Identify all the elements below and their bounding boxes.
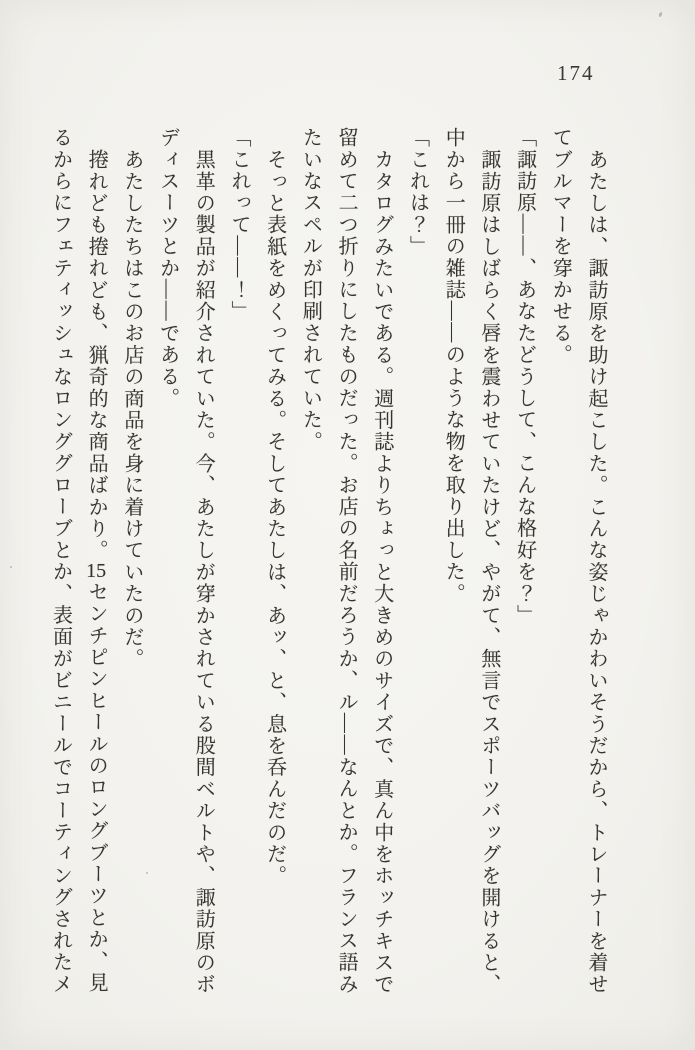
tatechuyoko-number: 15 [86,561,107,581]
paragraph: あたしたちはこのお店の商品を身に着けていたのだ。 [120,148,143,670]
scan-speck [146,872,148,874]
paragraph: 「これは？」 [406,127,429,258]
scan-speck [10,566,12,568]
paragraph: あたしは、諏訪原を助け起こした。こんな姿じゃかわいそうだから、トレーナーを着せてブルマーを穿かせる。 [549,127,607,995]
text-block [41,127,613,1001]
paragraph: 捲れども捲れども、猟奇的な商品ばかり。15センチピンヒールのロングブーツとか、見るからにフェティッシュなロンググローブとか、表面がビニールでコーティングされたメ [49,127,108,995]
paragraph: 諏訪原はしばらく唇を震わせていたけど、やがて、無言でスポーツバッグを開けると、中から一冊の雑誌――のような物を取り出した。 [442,127,500,995]
paragraph: 「これって――！」 [227,127,250,323]
paragraph: そっと表紙をめくってみる。そしてあたしは、あッ、と、息を呑んだのだ。 [263,148,286,887]
page-number: 174 [557,61,595,85]
paragraph: 「諏訪原――、あなたどうして、こんな格好を？」 [513,127,536,627]
scan-speck [658,12,663,18]
paragraph: 黒革の製品が紹介されていた。今、あたしが穿かされている股間ベルトや、諏訪原のボディスーツとか――である。 [156,127,215,995]
paragraph: カタログみたいである。週刊誌よりちょっと大きめのサイズで、真ん中をホッチキスで留めて二つ折りにしたものだった。お店の名前だろうか、ル――なんとか。フランス語みたいなスペルが印刷されていた。 [299,127,393,995]
